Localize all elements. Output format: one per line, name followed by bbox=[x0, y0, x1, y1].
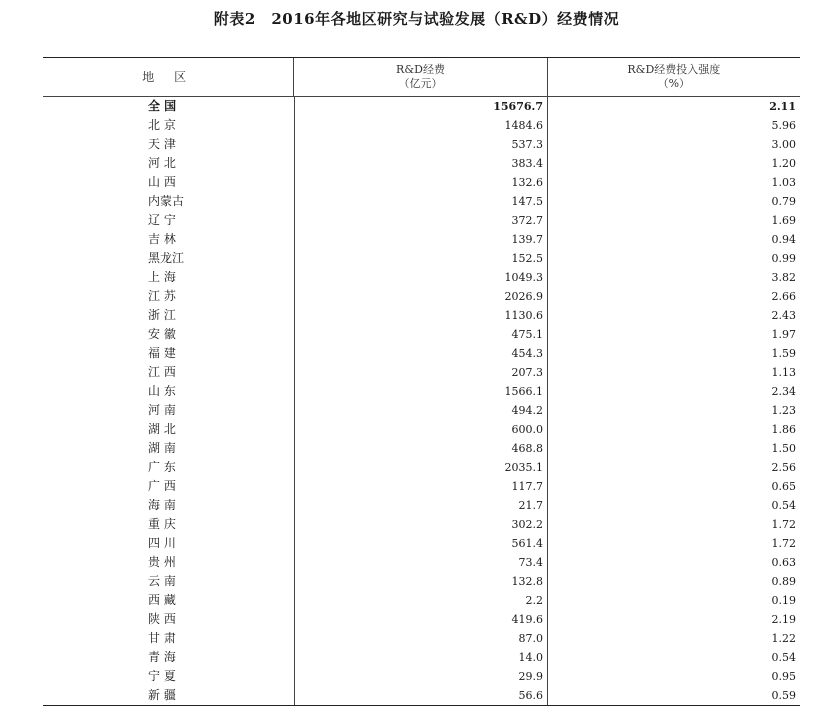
intensity-cell: 2.11 bbox=[547, 97, 800, 116]
header-intensity bbox=[547, 58, 800, 96]
intensity-cell: 1.13 bbox=[547, 363, 800, 382]
intensity-cell: 2.34 bbox=[547, 382, 800, 401]
table-row bbox=[43, 458, 800, 477]
intensity-cell: 1.72 bbox=[547, 515, 800, 534]
intensity-cell: 0.54 bbox=[547, 496, 800, 515]
table-row bbox=[43, 591, 800, 610]
intensity-cell: 0.94 bbox=[547, 230, 800, 249]
table-row bbox=[43, 534, 800, 553]
expense-cell: 600.0 bbox=[294, 420, 547, 439]
table-row bbox=[43, 135, 800, 154]
intensity-cell: 0.54 bbox=[547, 648, 800, 667]
region-cell: 云 南 bbox=[148, 574, 176, 588]
table-row bbox=[43, 648, 800, 667]
intensity-cell: 1.20 bbox=[547, 154, 800, 173]
expense-cell: 561.4 bbox=[294, 534, 547, 553]
intensity-cell: 2.19 bbox=[547, 610, 800, 629]
expense-cell: 29.9 bbox=[294, 667, 547, 686]
region-cell: 天 津 bbox=[148, 137, 176, 151]
region-cell: 宁 夏 bbox=[148, 669, 176, 683]
intensity-cell: 0.95 bbox=[547, 667, 800, 686]
intensity-cell: 1.86 bbox=[547, 420, 800, 439]
expense-cell: 2026.9 bbox=[294, 287, 547, 306]
header-expense bbox=[293, 58, 546, 96]
expense-cell: 139.7 bbox=[294, 230, 547, 249]
rd-expense-table bbox=[43, 57, 800, 706]
intensity-cell: 1.59 bbox=[547, 344, 800, 363]
table-body bbox=[43, 97, 800, 705]
region-cell: 广 西 bbox=[148, 479, 176, 493]
region-cell: 新 疆 bbox=[148, 688, 176, 702]
table-row bbox=[43, 154, 800, 173]
intensity-cell: 0.19 bbox=[547, 591, 800, 610]
expense-cell: 454.3 bbox=[294, 344, 547, 363]
table-row bbox=[43, 401, 800, 420]
region-cell: 山 西 bbox=[148, 175, 176, 189]
expense-cell: 468.8 bbox=[294, 439, 547, 458]
table-row bbox=[43, 686, 800, 705]
header-region bbox=[43, 58, 293, 96]
region-cell: 江 西 bbox=[148, 365, 176, 379]
region-cell: 甘 肃 bbox=[148, 631, 176, 645]
region-cell: 陕 西 bbox=[148, 612, 176, 626]
table-title: 附表2 2016年各地区研究与试验发展（R&D）经费情况 bbox=[213, 10, 620, 28]
intensity-cell: 1.97 bbox=[547, 325, 800, 344]
expense-cell: 132.6 bbox=[294, 173, 547, 192]
region-cell: 四 川 bbox=[148, 536, 176, 550]
table-row bbox=[43, 439, 800, 458]
table-row bbox=[43, 306, 800, 325]
intensity-cell: 1.03 bbox=[547, 173, 800, 192]
table-row bbox=[43, 572, 800, 591]
intensity-cell: 1.23 bbox=[547, 401, 800, 420]
region-cell: 西 藏 bbox=[148, 593, 176, 607]
header-intensity-label: R&D经费投入强度 bbox=[627, 63, 721, 76]
table-row bbox=[43, 496, 800, 515]
region-cell: 山 东 bbox=[148, 384, 176, 398]
table-row bbox=[43, 192, 800, 211]
expense-cell: 1130.6 bbox=[294, 306, 547, 325]
intensity-cell: 3.00 bbox=[547, 135, 800, 154]
region-cell: 青 海 bbox=[148, 650, 176, 664]
region-cell: 湖 南 bbox=[148, 441, 176, 455]
region-cell: 广 东 bbox=[148, 460, 176, 474]
expense-cell: 87.0 bbox=[294, 629, 547, 648]
intensity-cell: 3.82 bbox=[547, 268, 800, 287]
table-row bbox=[43, 420, 800, 439]
expense-cell: 2035.1 bbox=[294, 458, 547, 477]
intensity-cell: 0.59 bbox=[547, 686, 800, 705]
intensity-cell: 1.72 bbox=[547, 534, 800, 553]
table-row bbox=[43, 667, 800, 686]
header-intensity-unit: （%） bbox=[657, 77, 691, 90]
table-row bbox=[43, 268, 800, 287]
region-cell: 福 建 bbox=[148, 346, 176, 360]
expense-cell: 21.7 bbox=[294, 496, 547, 515]
table-row bbox=[43, 230, 800, 249]
expense-cell: 1049.3 bbox=[294, 268, 547, 287]
expense-cell: 132.8 bbox=[294, 572, 547, 591]
expense-cell: 152.5 bbox=[294, 249, 547, 268]
expense-cell: 383.4 bbox=[294, 154, 547, 173]
expense-cell: 537.3 bbox=[294, 135, 547, 154]
expense-cell: 117.7 bbox=[294, 477, 547, 496]
region-cell: 湖 北 bbox=[148, 422, 176, 436]
intensity-cell: 0.79 bbox=[547, 192, 800, 211]
expense-cell: 419.6 bbox=[294, 610, 547, 629]
intensity-cell: 0.63 bbox=[547, 553, 800, 572]
expense-cell: 14.0 bbox=[294, 648, 547, 667]
region-cell: 浙 江 bbox=[148, 308, 176, 322]
table-row bbox=[43, 382, 800, 401]
table-row bbox=[43, 344, 800, 363]
region-cell: 江 苏 bbox=[148, 289, 176, 303]
region-cell: 黑龙江 bbox=[148, 251, 185, 265]
table-row bbox=[43, 363, 800, 382]
expense-cell: 73.4 bbox=[294, 553, 547, 572]
expense-cell: 372.7 bbox=[294, 211, 547, 230]
intensity-cell: 0.89 bbox=[547, 572, 800, 591]
intensity-cell: 2.66 bbox=[547, 287, 800, 306]
intensity-cell: 0.65 bbox=[547, 477, 800, 496]
intensity-cell: 2.43 bbox=[547, 306, 800, 325]
region-cell: 贵 州 bbox=[148, 555, 176, 569]
table-row bbox=[43, 173, 800, 192]
expense-cell: 1484.6 bbox=[294, 116, 547, 135]
table-row bbox=[43, 553, 800, 572]
intensity-cell: 5.96 bbox=[547, 116, 800, 135]
table-row bbox=[43, 477, 800, 496]
intensity-cell: 0.99 bbox=[547, 249, 800, 268]
expense-cell: 2.2 bbox=[294, 591, 547, 610]
expense-cell: 207.3 bbox=[294, 363, 547, 382]
header-expense-label: R&D经费 bbox=[396, 63, 445, 76]
table-header bbox=[43, 58, 800, 97]
expense-cell: 147.5 bbox=[294, 192, 547, 211]
table-row bbox=[43, 325, 800, 344]
region-cell: 吉 林 bbox=[148, 232, 176, 246]
region-cell: 河 北 bbox=[148, 156, 176, 170]
region-cell: 河 南 bbox=[148, 403, 176, 417]
region-cell: 北 京 bbox=[148, 118, 176, 132]
header-expense-unit: （亿元） bbox=[398, 77, 443, 90]
header-region-label: 地 区 bbox=[142, 70, 195, 84]
expense-cell: 56.6 bbox=[294, 686, 547, 705]
table-row bbox=[43, 287, 800, 306]
region-cell: 安 徽 bbox=[148, 327, 176, 341]
expense-cell: 302.2 bbox=[294, 515, 547, 534]
intensity-cell: 1.22 bbox=[547, 629, 800, 648]
expense-cell: 494.2 bbox=[294, 401, 547, 420]
region-cell: 全 国 bbox=[148, 99, 177, 113]
table-row bbox=[43, 116, 800, 135]
intensity-cell: 1.69 bbox=[547, 211, 800, 230]
table-row bbox=[43, 610, 800, 629]
table-row bbox=[43, 249, 800, 268]
region-cell: 重 庆 bbox=[148, 517, 176, 531]
intensity-cell: 2.56 bbox=[547, 458, 800, 477]
expense-cell: 1566.1 bbox=[294, 382, 547, 401]
table-row bbox=[43, 211, 800, 230]
intensity-cell: 1.50 bbox=[547, 439, 800, 458]
region-cell: 上 海 bbox=[148, 270, 176, 284]
region-cell: 辽 宁 bbox=[148, 213, 176, 227]
table-row-total bbox=[43, 97, 800, 116]
table-row bbox=[43, 515, 800, 534]
expense-cell: 475.1 bbox=[294, 325, 547, 344]
region-cell: 内蒙古 bbox=[148, 194, 185, 208]
region-cell: 海 南 bbox=[148, 498, 176, 512]
expense-cell: 15676.7 bbox=[294, 97, 547, 116]
table-row bbox=[43, 629, 800, 648]
